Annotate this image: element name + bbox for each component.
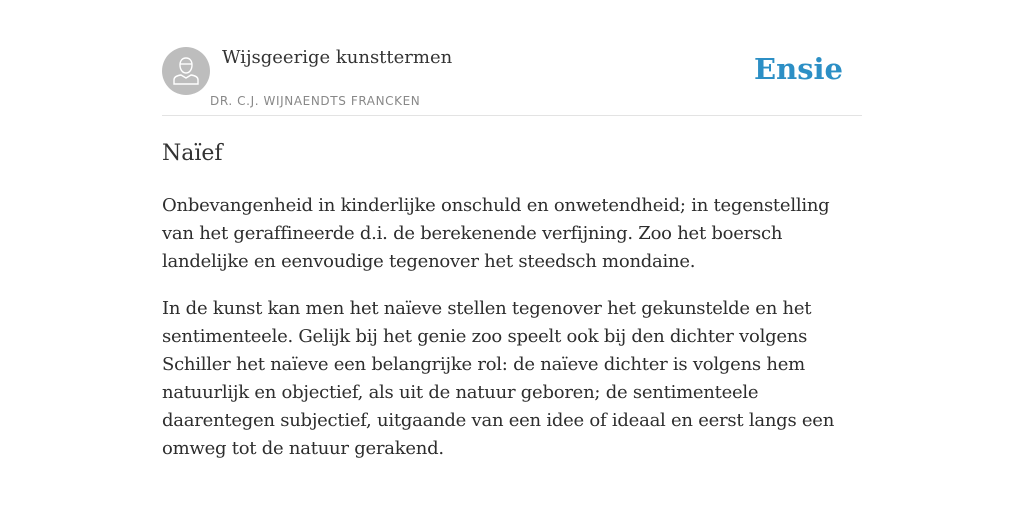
entry-paragraph: In de kunst kan men het naïeve stellen tegenover het gekunstelde en het sentimenteele. Gelijk bij het genie zoo speelt ook bij den dichter volgens Schiller het naïeve een belangrijke rol: de naïeve dichter is volgens hem natuurlijk en objectief, als uit de natuur geboren; de sentimenteele daarentegen subjectief, uitgaande van een idee of ideaal en eerst langs een omweg tot de natuur gerakend. — [162, 298, 835, 459]
author-avatar[interactable] — [162, 47, 210, 95]
entry-title: Naïef — [162, 141, 223, 166]
book-title[interactable]: Wijsgeerige kunsttermen — [222, 47, 453, 68]
article-header — [162, 0, 862, 116]
article — [162, 0, 862, 459]
entry-paragraph: Onbevangenheid in kinderlijke onschuld en onwetendheid; in tegenstelling van het geraffineerde d.i. de berekenende verfijning. Zoo het boersch landelijke en eenvoudige tegenover het steedsch mondaine. — [162, 195, 830, 272]
entry-body — [162, 192, 862, 482]
user-icon — [172, 56, 200, 86]
author-name[interactable]: DR. C.J. WIJNAENDTS FRANCKEN — [210, 94, 421, 108]
brand-logo[interactable]: Ensie — [754, 52, 843, 86]
